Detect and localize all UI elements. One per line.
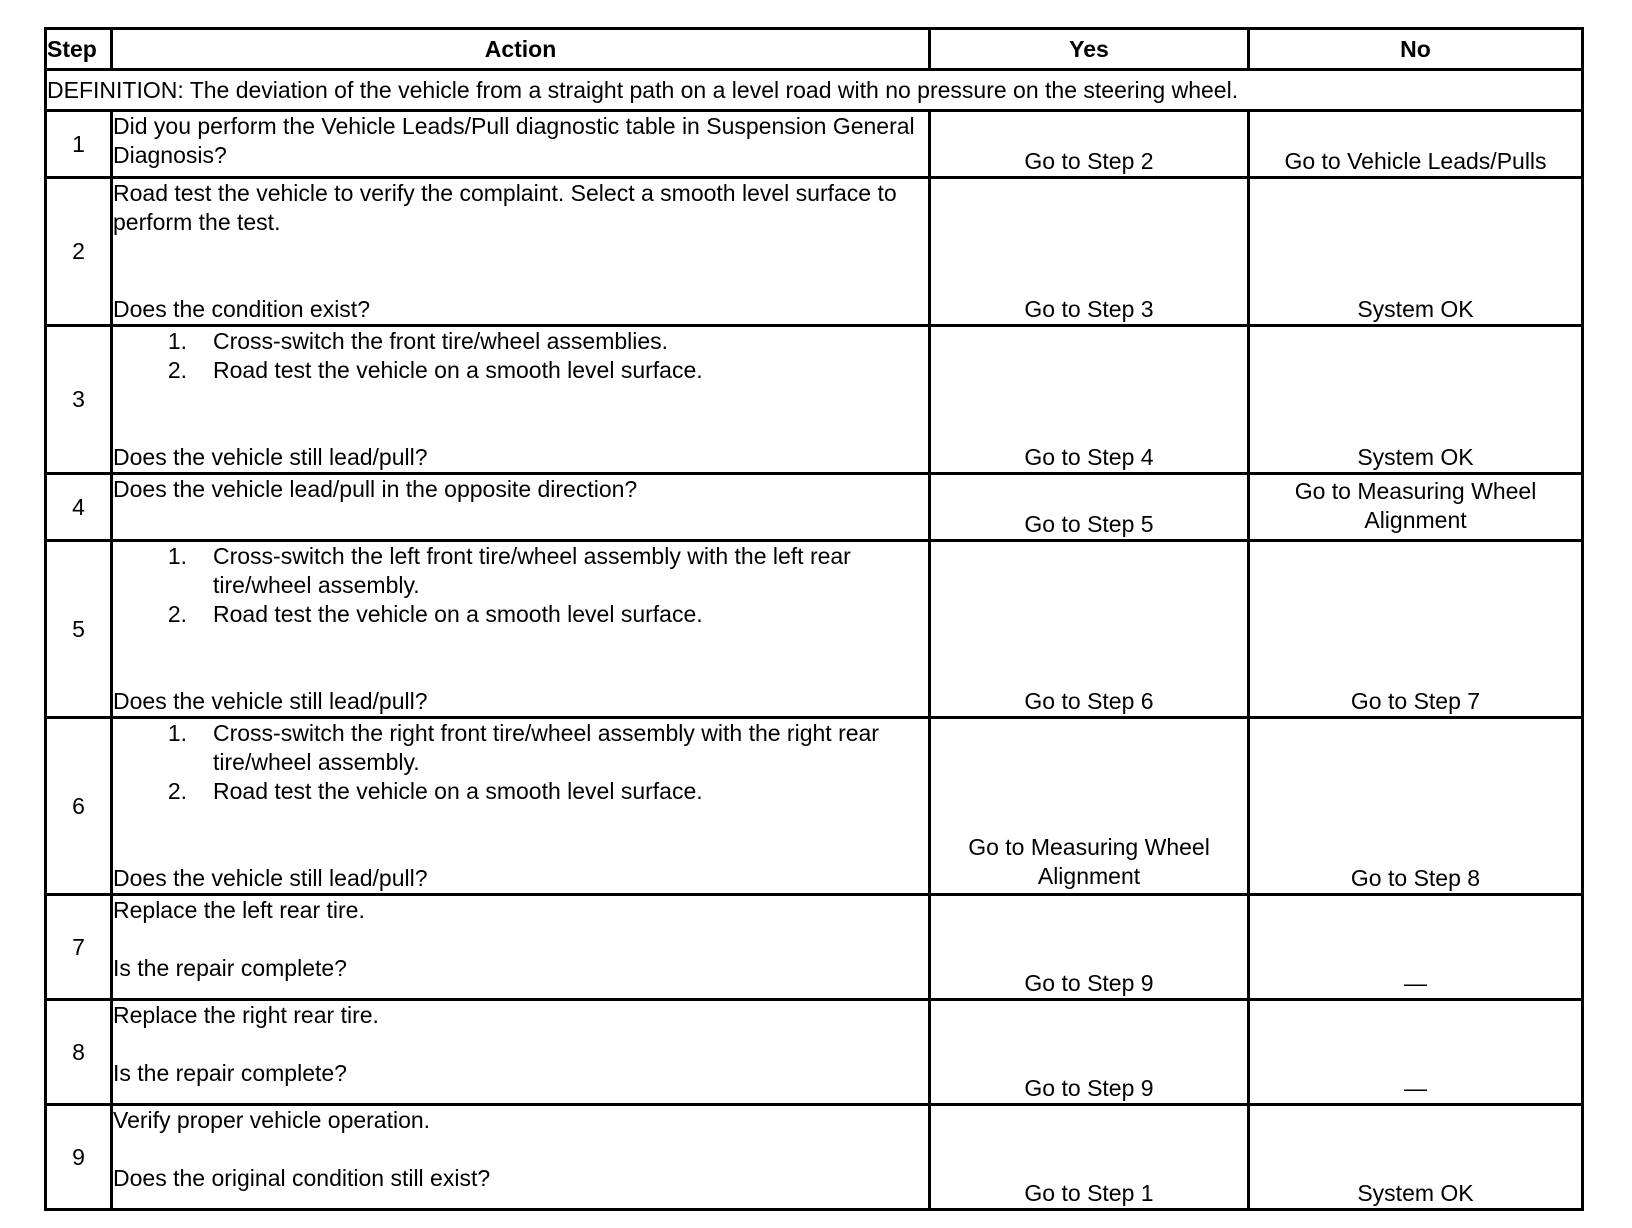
list-item: 1. Cross-switch the right front tire/wheel assembly with the right rear tire/wheel assembly. xyxy=(167,720,879,775)
action-cell xyxy=(112,474,930,541)
header-action: Action xyxy=(112,29,930,70)
action-question: Does the vehicle still lead/pull? xyxy=(113,444,428,470)
yes-cell: Go to Step 4 xyxy=(930,326,1249,474)
action-text: Replace the left rear tire. xyxy=(113,897,365,923)
action-cell xyxy=(112,178,930,326)
step-number: 9 xyxy=(46,1105,112,1210)
action-cell xyxy=(112,895,930,1000)
action-cell xyxy=(112,111,930,178)
no-cell: — xyxy=(1249,1000,1583,1105)
list-item: 2. Road test the vehicle on a smooth level surface. xyxy=(167,601,703,627)
table-row xyxy=(46,326,1583,474)
definition-row xyxy=(46,70,1583,111)
table-row xyxy=(46,1105,1583,1210)
action-text: Verify proper vehicle operation. xyxy=(113,1107,431,1133)
no-cell: Go to Measuring Wheel Alignment xyxy=(1249,474,1583,541)
no-cell: System OK xyxy=(1249,326,1583,474)
no-cell: System OK xyxy=(1249,1105,1583,1210)
yes-cell: Go to Measuring Wheel Alignment xyxy=(930,718,1249,895)
action-cell xyxy=(112,541,930,718)
step-number: 6 xyxy=(46,718,112,895)
action-list xyxy=(113,327,928,385)
header-row xyxy=(46,29,1583,70)
list-item: 1. Cross-switch the left front tire/wheel assembly with the left rear tire/wheel assembly. xyxy=(167,543,851,598)
step-number: 5 xyxy=(46,541,112,718)
yes-cell: Go to Step 5 xyxy=(930,474,1249,541)
action-cell xyxy=(112,718,930,895)
table-row xyxy=(46,895,1583,1000)
no-cell: — xyxy=(1249,895,1583,1000)
diagnostic-table xyxy=(44,27,1584,1211)
definition-text: DEFINITION: The deviation of the vehicle from a straight path on a level road with no pressure on the steering wheel. xyxy=(46,70,1583,111)
yes-cell: Go to Step 2 xyxy=(930,111,1249,178)
action-question: Does the vehicle still lead/pull? xyxy=(113,865,428,891)
step-number: 3 xyxy=(46,326,112,474)
list-item: 2. Road test the vehicle on a smooth level surface. xyxy=(167,778,703,804)
header-yes: Yes xyxy=(930,29,1249,70)
action-text: Replace the right rear tire. xyxy=(113,1002,379,1028)
action-list xyxy=(113,542,928,629)
step-number: 2 xyxy=(46,178,112,326)
action-cell xyxy=(112,326,930,474)
list-item: 1. Cross-switch the front tire/wheel assemblies. xyxy=(167,328,669,354)
header-no: No xyxy=(1249,29,1583,70)
action-cell xyxy=(112,1000,930,1105)
action-text: Road test the vehicle to verify the complaint. Select a smooth level surface to perform the test. xyxy=(113,180,897,235)
table-row xyxy=(46,178,1583,326)
step-number: 8 xyxy=(46,1000,112,1105)
action-question: Does the condition exist? xyxy=(113,296,370,322)
yes-cell: Go to Step 9 xyxy=(930,1000,1249,1105)
step-number: 1 xyxy=(46,111,112,178)
action-question: Is the repair complete? xyxy=(113,955,347,981)
table-row xyxy=(46,541,1583,718)
table-row xyxy=(46,718,1583,895)
action-question: Does the original condition still exist? xyxy=(113,1165,491,1191)
action-question: Is the repair complete? xyxy=(113,1060,347,1086)
yes-cell: Go to Step 9 xyxy=(930,895,1249,1000)
no-cell: Go to Step 8 xyxy=(1249,718,1583,895)
yes-cell: Go to Step 6 xyxy=(930,541,1249,718)
step-number: 7 xyxy=(46,895,112,1000)
table-row xyxy=(46,111,1583,178)
table-row xyxy=(46,1000,1583,1105)
action-cell xyxy=(112,1105,930,1210)
no-cell: System OK xyxy=(1249,178,1583,326)
step-number: 4 xyxy=(46,474,112,541)
action-text: Did you perform the Vehicle Leads/Pull diagnostic table in Suspension General Diagnosis? xyxy=(113,113,915,168)
list-item: 2. Road test the vehicle on a smooth level surface. xyxy=(167,357,703,383)
no-cell: Go to Vehicle Leads/Pulls xyxy=(1249,111,1583,178)
action-text: Does the vehicle lead/pull in the opposite direction? xyxy=(113,476,638,502)
yes-cell: Go to Step 3 xyxy=(930,178,1249,326)
table-row xyxy=(46,474,1583,541)
action-question: Does the vehicle still lead/pull? xyxy=(113,688,428,714)
no-cell: Go to Step 7 xyxy=(1249,541,1583,718)
yes-cell: Go to Step 1 xyxy=(930,1105,1249,1210)
action-list xyxy=(113,719,928,806)
header-step: Step xyxy=(46,29,112,70)
